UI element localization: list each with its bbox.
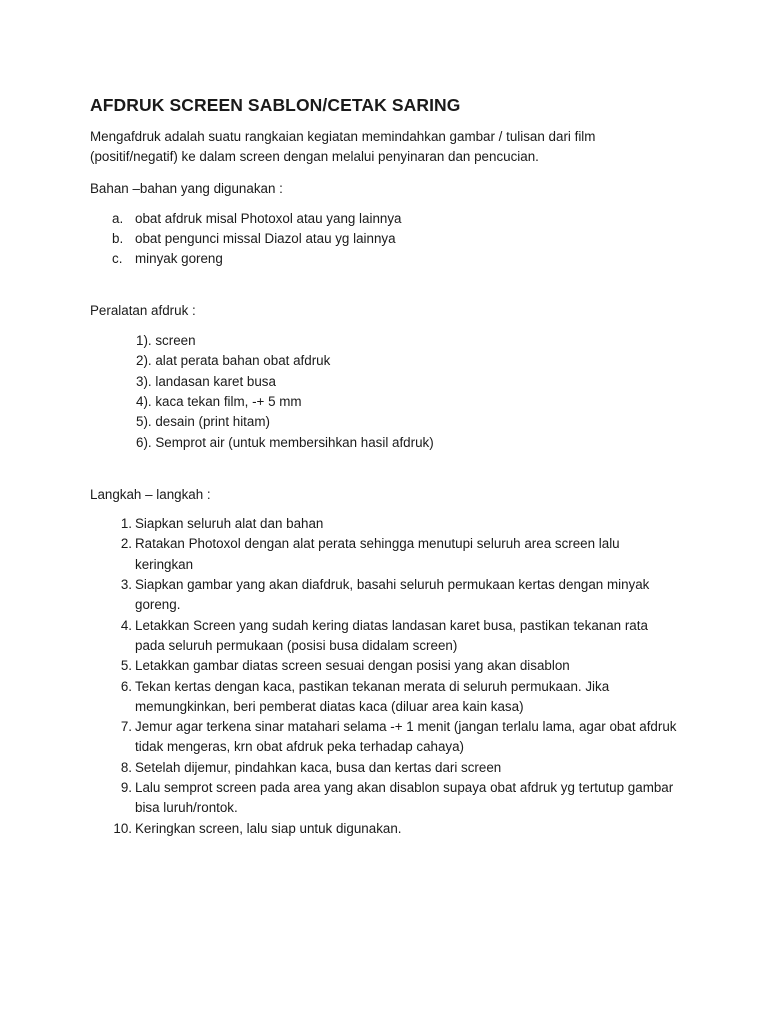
step-number: 2.: [120, 536, 132, 552]
step-item: [90, 819, 680, 839]
bahan-list: [90, 209, 680, 270]
list-item: [90, 229, 680, 249]
bahan-heading: Bahan –bahan yang digunakan :: [90, 180, 283, 196]
list-item: 3). landasan karet busa: [136, 373, 276, 389]
list-item: 6). Semprot air (untuk membersihkan hasil afdruk): [136, 434, 434, 450]
step-number: 1.: [120, 516, 132, 532]
step-item: [90, 575, 680, 616]
langkah-list: [90, 514, 680, 839]
document-title: AFDRUK SCREEN SABLON/CETAK SARING: [90, 95, 461, 115]
step-number: 9.: [120, 780, 132, 796]
list-item: [90, 249, 680, 269]
step-text: Jemur agar terkena sinar matahari selama -+ 1 menit (jangan terlalu lama, agar obat afdruk tidak mengeras, krn obat afdruk peka terhadap cahaya): [135, 719, 677, 755]
document-body: [90, 93, 680, 839]
list-item-text: obat pengunci missal Diazol atau yg lainnya: [135, 231, 396, 247]
step-item: [90, 656, 680, 676]
step-number: 6.: [120, 678, 132, 694]
step-number: 3.: [120, 577, 132, 593]
step-text: Siapkan seluruh alat dan bahan: [135, 516, 324, 532]
list-item: 2). alat perata bahan obat afdruk: [136, 353, 331, 369]
list-marker: a.: [112, 210, 124, 226]
step-item: [90, 758, 680, 778]
list-item-text: minyak goreng: [135, 251, 223, 267]
step-text: Tekan kertas dengan kaca, pastikan tekanan merata di seluruh permukaan. Jika memungkinkan, beri pemberat diatas kaca (diluar area kain kasa): [135, 678, 610, 714]
step-item: [90, 514, 680, 534]
list-item: [90, 209, 680, 229]
list-item: 1). screen: [136, 333, 196, 349]
step-text: Keringkan screen, lalu siap untuk digunakan.: [135, 820, 402, 836]
intro-paragraph: Mengafdruk adalah suatu rangkaian kegiatan memindahkan gambar / tulisan dari film (positif/negatif) ke dalam screen dengan melalui penyinaran dan pencucian.: [90, 129, 596, 165]
peralatan-heading: Peralatan afdruk :: [90, 302, 196, 318]
step-item: [90, 717, 680, 758]
step-item: [90, 778, 680, 819]
step-text: Lalu semprot screen pada area yang akan disablon supaya obat afdruk yg tertutup gambar bisa luruh/rontok.: [135, 780, 674, 816]
step-item: [90, 616, 680, 657]
peralatan-list: [90, 331, 680, 453]
step-text: Letakkan Screen yang sudah kering diatas landasan karet busa, pastikan tekanan rata pada seluruh permukaan (posisi busa didalam screen): [135, 617, 648, 653]
step-text: Setelah dijemur, pindahkan kaca, busa dan kertas dari screen: [135, 759, 502, 775]
step-text: Letakkan gambar diatas screen sesuai dengan posisi yang akan disablon: [135, 658, 570, 674]
list-item: 4). kaca tekan film, -+ 5 mm: [136, 393, 302, 409]
step-number: 4.: [120, 617, 132, 633]
step-text: Ratakan Photoxol dengan alat perata sehingga menutupi seluruh area screen lalu keringkan: [135, 536, 620, 572]
step-number: 10.: [113, 820, 132, 836]
list-item: 5). desain (print hitam): [136, 414, 270, 430]
step-text: Siapkan gambar yang akan diafdruk, basahi seluruh permukaan kertas dengan minyak goreng.: [135, 577, 650, 613]
step-number: 5.: [120, 658, 132, 674]
step-item: [90, 534, 680, 575]
step-number: 8.: [120, 759, 132, 775]
step-number: 7.: [120, 719, 132, 735]
list-marker: c.: [112, 251, 123, 267]
list-item-text: obat afdruk misal Photoxol atau yang lainnya: [135, 210, 402, 226]
langkah-heading: Langkah – langkah :: [90, 486, 211, 502]
list-marker: b.: [112, 231, 124, 247]
step-item: [90, 677, 680, 718]
